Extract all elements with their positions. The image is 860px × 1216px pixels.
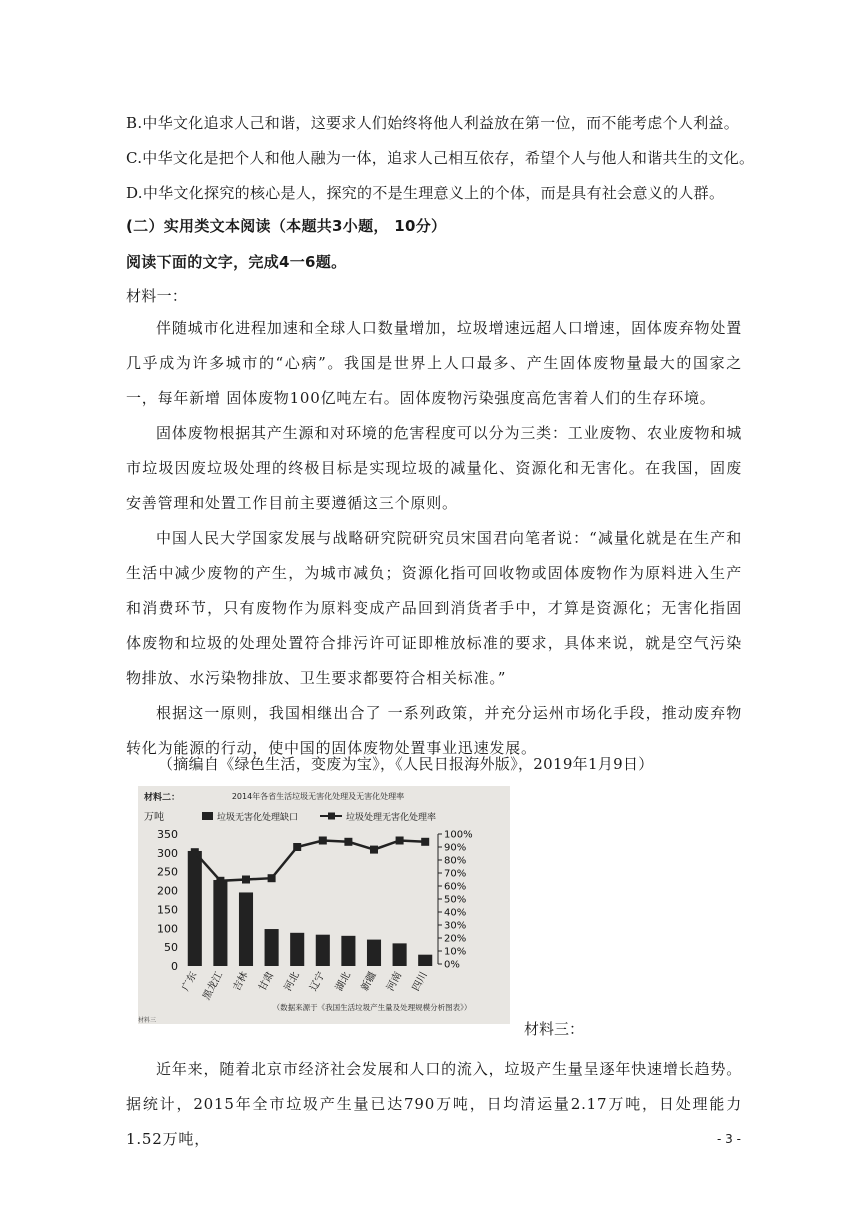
option-d: D.中华文化探究的核心是人，探究的不是生理意义上的个体，而是具有社会意义的人群。: [126, 184, 725, 202]
chart-title: 2014年各省生活垃圾无害化处理及无害化处理率: [231, 792, 405, 801]
y-right-tick-label: 20%: [444, 933, 467, 945]
material3-body: [126, 1052, 742, 1157]
line-group: [191, 837, 429, 885]
y-left-tick-label: 50: [164, 941, 178, 955]
line-point: [293, 843, 301, 851]
x-tick-label: 辽宁: [308, 970, 328, 994]
line-point: [216, 877, 224, 885]
y-right-tick-label: 90%: [444, 842, 467, 854]
y-left-tick-label: 350: [157, 828, 178, 841]
chart-material-label: 材料二：: [144, 793, 181, 803]
y-axis-right: [438, 830, 473, 971]
bar: [213, 880, 227, 966]
line-point: [396, 837, 404, 845]
option-c: C.中华文化是把个人和他人融为一体，追求人己相互依存，希望个人与他人和谐共生的文化。: [126, 149, 755, 167]
material1-body: [126, 311, 742, 766]
y-right-tick-label: 60%: [444, 881, 467, 893]
line-point: [268, 874, 276, 882]
y-axis-left: [157, 828, 178, 973]
x-tick-label: 甘肃: [257, 970, 277, 994]
x-tick-label: 四川: [410, 970, 430, 994]
x-tick-label: 湖北: [333, 970, 354, 994]
chart-photo: [138, 786, 510, 1024]
bar: [341, 936, 355, 966]
line-point: [344, 838, 352, 846]
section-instruction: 阅读下面的文字，完成4一6题。: [126, 253, 347, 271]
bar: [290, 933, 304, 966]
x-tick-label: 广东: [180, 970, 200, 994]
material1-paragraph-4: 根据这一原则，我国相继出合了 一系列政策，并充分运州市场化手段，推动废弃物转化为能源的行动，使中国的固体废物处置事业迅速发展。: [126, 704, 742, 757]
y-right-tick-label: 40%: [444, 907, 467, 919]
y-left-tick-label: 200: [157, 884, 178, 898]
x-tick-label: 黑龙江: [201, 970, 226, 1002]
y-right-tick-label: 50%: [444, 894, 467, 906]
bar: [265, 929, 279, 966]
chart-unit: 万吨: [144, 812, 164, 823]
section-title: (二）实用类文本阅读（本题共3小题， 10分）: [126, 217, 447, 235]
legend-bar-label: 垃圾无害化处理缺口: [217, 813, 299, 823]
y-right-tick-label: 30%: [444, 920, 467, 932]
bars-group: [188, 851, 432, 966]
y-left-tick-label: 100: [157, 922, 178, 936]
bar: [418, 955, 432, 966]
y-right-tick-label: 100%: [444, 829, 473, 841]
y-left-tick-label: 250: [157, 865, 178, 879]
material1-source: （摘编自《绿色生活，变废为宝》，《人民日报海外版》，2019年1月9日）: [158, 755, 654, 773]
chart-legend: [202, 811, 436, 823]
y-left-tick-label: 150: [157, 903, 178, 917]
bar: [188, 851, 202, 966]
line-point: [319, 837, 327, 845]
chart-source-note: （数据来源于《我国生活垃圾产生量及处理规模分析图表》）: [272, 1003, 472, 1012]
material3-label: 材料三：: [524, 1020, 585, 1038]
rate-line: [195, 841, 425, 881]
y-right-tick-label: 80%: [444, 855, 467, 867]
x-tick-label: 河南: [385, 970, 405, 994]
bar: [316, 935, 330, 966]
line-point: [242, 876, 250, 884]
x-tick-label: 河北: [282, 970, 302, 994]
legend-line-label: 垃圾处理无害化处理率: [346, 813, 437, 823]
x-tick-label: 吉林: [231, 970, 251, 994]
line-point: [191, 848, 199, 856]
chart-svg: [138, 786, 510, 1024]
material1-paragraph-1: 伴随城市化进程加速和全球人口数量增加，垃圾增速远超人口增速，固体废弃物处置几乎成为许多城市的“心病”。我国是世界上人口最多、产生固体废物量最大的国家之一，每年新增 固体废物100亿吨左右。固体废物污染强度高危害着人们的生存环境。: [126, 319, 742, 407]
line-point: [370, 846, 378, 854]
material1-paragraph-2: 固体废物根据其产生源和对环境的危害程度可以分为三类：工业废物、农业废物和城市垃圾因废垃圾处理的终极目标是实现垃圾的减量化、资源化和无害化。在我国，固废安善管理和处置工作目前主要遵循这三个原则。: [126, 424, 742, 512]
option-b: B.中华文化追求人己和谐，这要求人们始终将他人利益放在第一位，而不能考虑个人利益。: [126, 114, 740, 132]
bar: [367, 940, 381, 966]
y-right-tick-label: 10%: [444, 946, 467, 958]
y-right-tick-label: 70%: [444, 868, 467, 880]
y-left-tick-label: 300: [157, 846, 178, 860]
legend-bar-swatch: [202, 812, 213, 820]
legend-line-marker: [328, 813, 335, 820]
y-right-tick-label: 0%: [444, 959, 460, 971]
chart-bottom-fragment: 材料三: [138, 1017, 157, 1024]
bar: [239, 892, 253, 966]
material1-label: 材料一：: [126, 287, 188, 305]
bar: [393, 943, 407, 966]
x-tick-label: 新疆: [359, 970, 379, 994]
line-point: [421, 838, 429, 846]
y-left-tick-label: 0: [171, 960, 178, 973]
page-number: - 3 -: [717, 1132, 741, 1146]
material1-paragraph-3: 中国人民大学国家发展与战略研究院研究员宋国君向笔者说：“减量化就是在生产和生活中减少废物的产生，为城市减负；资源化指可回收物或固体废物作为原料进入生产和消费环节，只有废物作为原料变成产品回到消货者手中，才算是资源化；无害化指固体废物和垃圾的处理处置符合排污许可证即椎放标准的要求，具体来说，就是空气污染物排放、水污染物排放、卫生要求都要符合相关标准。”: [126, 529, 742, 687]
material3-paragraph-1: 近年来，随着北京市经济社会发展和人口的流入，垃圾产生量呈逐年快速增长趋势。据统计，2015年全市垃圾产生量已达790万吨，日均清运量2.17万吨，日处理能力1.52万吨，: [126, 1060, 742, 1148]
x-axis-labels: [179, 969, 430, 1002]
